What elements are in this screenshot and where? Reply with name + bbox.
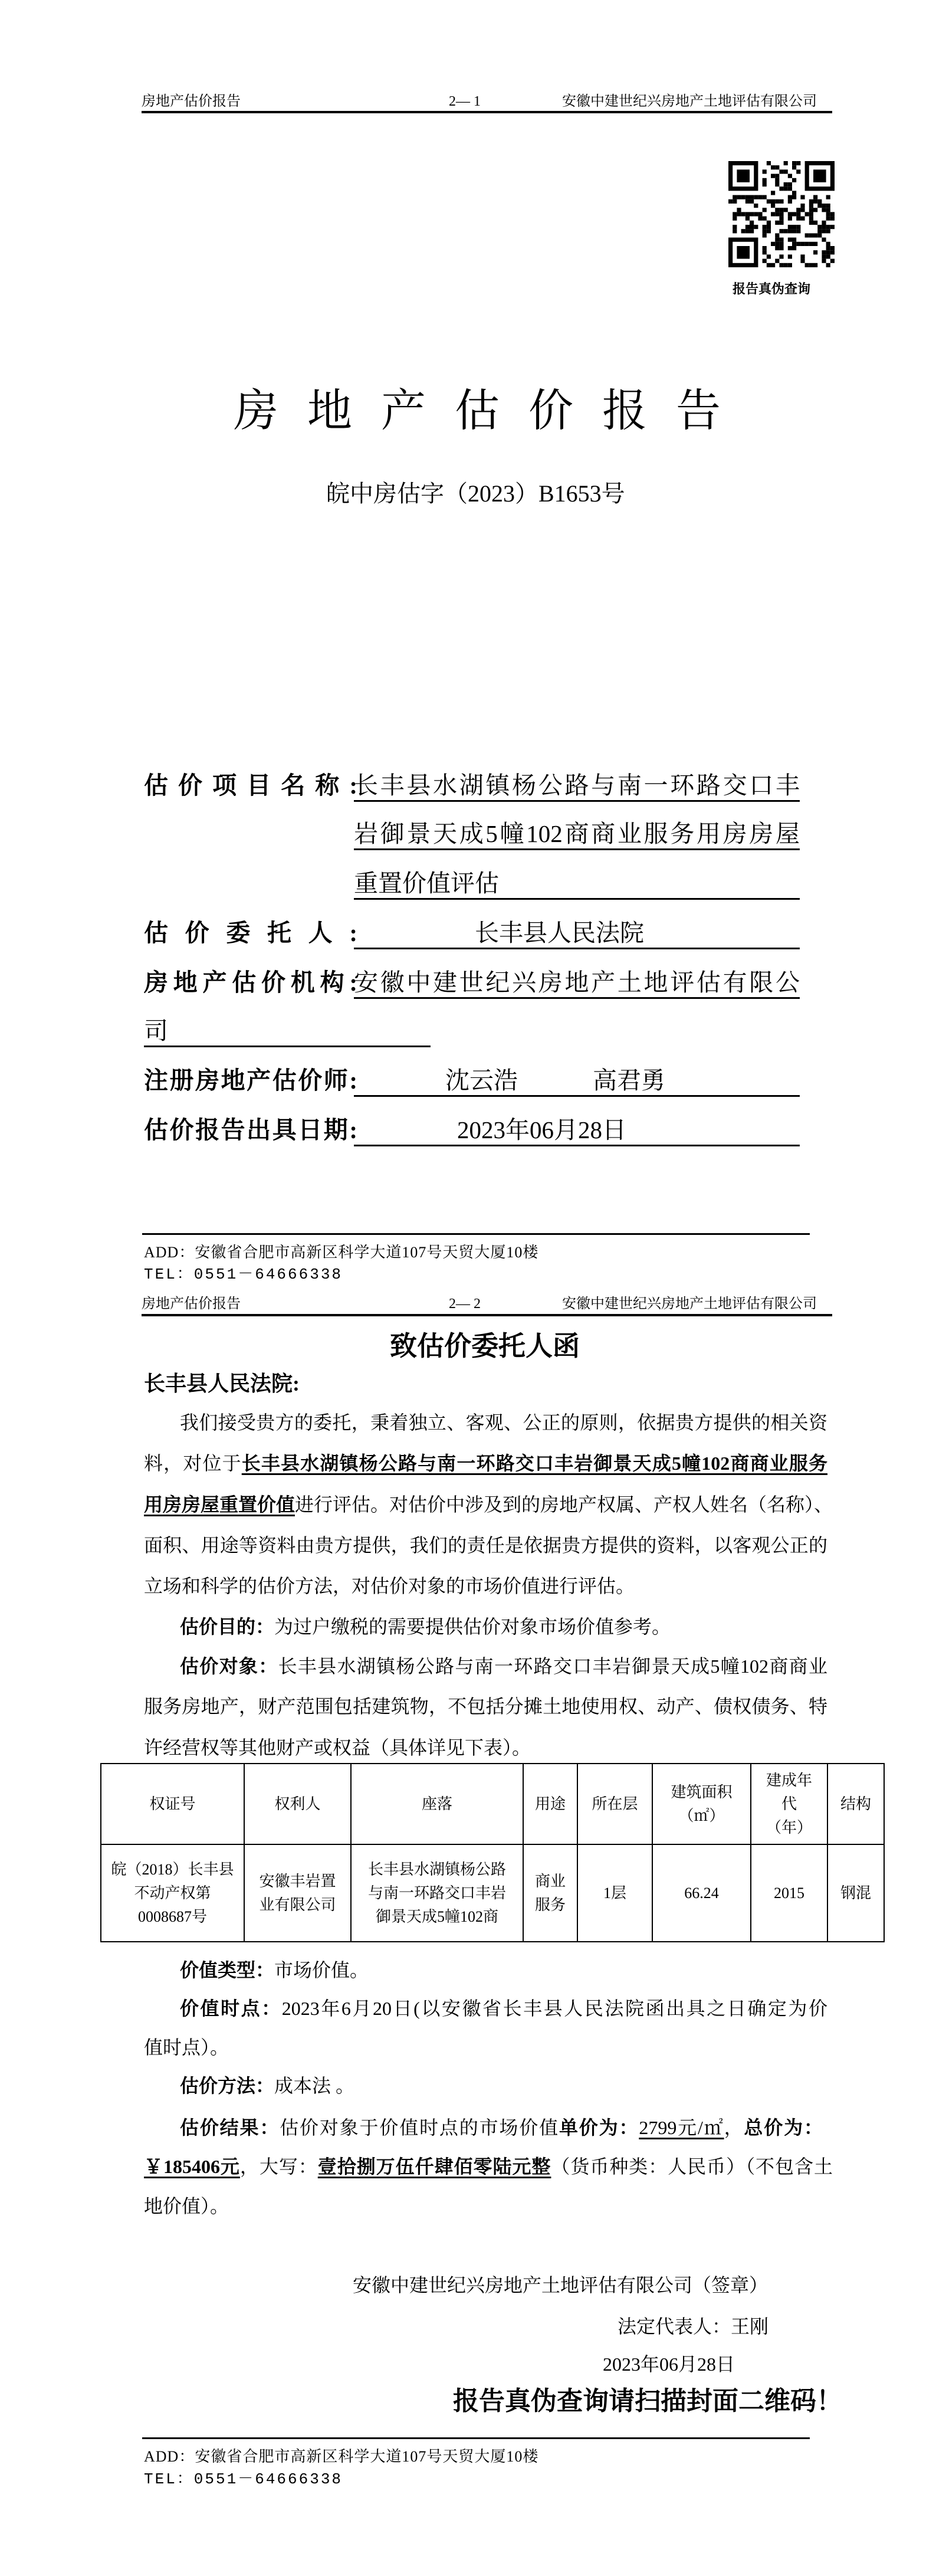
header-rule [142, 1314, 832, 1316]
header-text: （年） [766, 1818, 812, 1836]
agency-line-2: 司 [144, 1017, 431, 1047]
header-text: 结构 [840, 1795, 871, 1813]
purpose-text: 为过户缴税的需要提供估价对象市场价值参考。 [274, 1616, 671, 1637]
footer-phone: TEL：0551－64666338 [144, 1266, 343, 1283]
header-text: 建筑面积 [671, 1783, 733, 1801]
appraisal-object-highlight: 长丰县水湖镇杨公路与南一环路交口丰岩御景天成5幢102商商业服务 [241, 1453, 827, 1474]
report-title: 房地产估价报告 [234, 386, 750, 436]
result-text: 单价为： [559, 2117, 639, 2138]
value-date-line-2: 值时点）。 [144, 2037, 229, 2058]
signature-date: 2023年06月28日 [603, 2354, 735, 2375]
footer-phone: TEL：0551－64666338 [144, 2470, 343, 2488]
object-line-1 [180, 1655, 827, 1677]
method-text: 成本法 。 [274, 2075, 355, 2096]
purpose-label: 估价目的： [180, 1616, 275, 1637]
header-right: 安徽中建世纪兴房地产土地评估有限公司 [562, 1296, 817, 1312]
cell-owner [244, 1844, 351, 1942]
appraiser-2: 高君勇 [593, 1067, 665, 1094]
result-label: 估价结果： [180, 2117, 280, 2138]
value-type-line [180, 1959, 863, 1981]
cell-text: 2015 [774, 1884, 804, 1902]
cell-location [351, 1844, 523, 1942]
header-text: 建成年 [766, 1771, 812, 1789]
total-price: ￥185406元 [144, 2156, 240, 2177]
signature-company: 安徽中建世纪兴房地产土地评估有限公司（签章） [353, 2275, 768, 2296]
cell-area [652, 1844, 751, 1942]
header-page-number: 2— 2 [449, 1296, 481, 1312]
cell-text: 皖（2018）长丰县 [111, 1860, 234, 1878]
intro-line-2 [144, 1452, 827, 1474]
result-text: ， [724, 2117, 744, 2138]
footer-address: ADD：安徽省合肥市高新区科学大道107号天贸大厦10楼 [144, 1244, 539, 1261]
header-right: 安徽中建世纪兴房地产土地评估有限公司 [562, 94, 817, 109]
table-row [101, 1844, 884, 1942]
appraisers-value-box [354, 1067, 800, 1097]
th-year [751, 1764, 827, 1844]
cell-usage [523, 1844, 577, 1942]
result-line-3: 地价值）。 [144, 2195, 229, 2217]
cell-text: 66.24 [684, 1884, 719, 1902]
report-date-box [354, 1116, 800, 1146]
total-price-words: 壹拾捌万伍仟肆佰零陆元整 [317, 2156, 551, 2177]
cell-structure [827, 1844, 884, 1942]
agency-line-1: 安徽中建世纪兴房地产土地评估有限公 [354, 969, 800, 999]
intro-text: 进行评估。对估价中涉及到的房地产权属、产权人姓名（名称）、 [295, 1494, 833, 1515]
cell-text: 钢混 [840, 1884, 871, 1902]
purpose-line [180, 1615, 863, 1638]
result-text: 估价对象于价值时点的市场价值 [280, 2117, 559, 2138]
intro-line-4: 面积、用途等资料由贵方提供，我们的责任是依据贵方提供的资料，以客观公正的 [144, 1535, 827, 1556]
header-text: 用途 [534, 1795, 566, 1813]
qr-caption: 报告真伪查询 [733, 281, 811, 296]
th-area [652, 1764, 751, 1844]
client-value-box [354, 919, 800, 949]
letter-title: 致估价委托人函 [390, 1331, 580, 1361]
object-line-2: 服务房地产，财产范围包括建筑物，不包括分摊土地使用权、动产、债权债务、特 [144, 1696, 827, 1717]
value-date-line-1 [180, 1997, 827, 2020]
method-label: 估价方法： [180, 2075, 275, 2096]
intro-line-5: 立场和科学的估价方法，对估价对象的市场价值进行评估。 [144, 1575, 635, 1597]
report-date-label: 估价报告出具日期: [144, 1116, 357, 1143]
object-line-3: 许经营权等其他财产或权益（具体详见下表）。 [144, 1737, 531, 1758]
client-label: 估价委托人: [144, 919, 357, 946]
qr-code-icon[interactable] [728, 161, 835, 267]
method-line [180, 2074, 863, 2097]
result-line-2 [144, 2155, 833, 2178]
cell-text: 御景天成5幢102商 [375, 1908, 498, 1925]
cell-text: 长丰县水湖镇杨公路 [367, 1860, 506, 1878]
th-owner [244, 1764, 351, 1844]
object-text: 长丰县水湖镇杨公路与南一环路交口丰岩御景天成5幢102商商业 [278, 1656, 827, 1677]
value-date-label: 价值时点： [180, 1998, 282, 2019]
header-text: 所在层 [592, 1795, 638, 1813]
value-date-text: 2023年6月20日(以安徽省长丰县人民法院函出具之日确定为价 [281, 1998, 827, 2019]
appraiser-1: 沈云浩 [445, 1067, 518, 1094]
property-table [100, 1763, 885, 1942]
cell-text: 与南一环路交口丰岩 [367, 1884, 506, 1902]
cell-text: 0008687号 [137, 1908, 207, 1925]
result-text: 总价为： [744, 2117, 823, 2138]
header-text: （㎡） [678, 1807, 725, 1824]
result-text: ，大写： [239, 2156, 318, 2177]
header-text: 代 [781, 1795, 797, 1813]
cell-text: 1层 [603, 1884, 626, 1902]
project-name-label: 估价项目名称: [144, 772, 357, 799]
client-value: 长丰县人民法院 [475, 919, 644, 946]
th-location [351, 1764, 523, 1844]
header-left: 房地产估价报告 [142, 94, 241, 109]
project-name-line-3: 重置价值评估 [354, 870, 800, 900]
header-text: 权利人 [274, 1795, 321, 1813]
header-rule [142, 111, 832, 113]
appraisers-label: 注册房地产估价师: [144, 1067, 357, 1094]
result-text: （货币种类：人民币）（不包含土 [551, 2156, 833, 2177]
header-left: 房地产估价报告 [142, 1296, 241, 1312]
object-label: 估价对象： [180, 1656, 278, 1677]
letter-greeting: 长丰县人民法院: [144, 1372, 300, 1395]
header-page-number: 2— 1 [449, 94, 481, 109]
th-floor [577, 1764, 652, 1844]
value-type-text: 市场价值。 [274, 1959, 369, 1981]
value-type-label: 价值类型： [180, 1959, 275, 1981]
footer-address: ADD：安徽省合肥市高新区科学大道107号天贸大厦10楼 [144, 2448, 539, 2465]
cell-text: 服务 [534, 1896, 566, 1913]
cell-text: 安徽丰岩置 [259, 1872, 336, 1890]
th-cert [101, 1764, 244, 1844]
project-name-line-2: 岩御景天成5幢102商商业服务用房房屋 [354, 820, 800, 850]
cell-text: 商业 [534, 1872, 566, 1890]
report-number: 皖中房估字（2023）B1653号 [326, 480, 625, 507]
header-text: 座落 [421, 1795, 452, 1813]
agency-label: 房地产估价机构: [144, 969, 357, 996]
header-text: 权证号 [149, 1795, 196, 1813]
result-line-1 [180, 2116, 823, 2139]
table-header-row [101, 1764, 884, 1844]
cell-year [751, 1844, 827, 1942]
intro-line-3 [144, 1493, 833, 1516]
intro-text: 料，对位于 [144, 1453, 242, 1474]
unit-price: 2799元/㎡ [639, 2117, 724, 2138]
report-date-value: 2023年06月28日 [457, 1116, 626, 1143]
th-usage [523, 1764, 577, 1844]
footer-rule [142, 1233, 810, 1235]
cell-text: 不动产权第 [134, 1884, 211, 1902]
cell-cert [101, 1844, 244, 1942]
project-name-line-1: 长丰县水湖镇杨公路与南一环路交口丰 [354, 772, 800, 802]
legal-representative: 法定代表人：王刚 [618, 2316, 769, 2337]
intro-line-1: 我们接受贵方的委托，秉着独立、客观、公正的原则，依据贵方提供的相关资 [180, 1412, 827, 1433]
footer-rule [142, 2437, 810, 2439]
cell-text: 业有限公司 [259, 1896, 336, 1913]
th-structure [827, 1764, 884, 1844]
verification-note: 报告真伪查询请扫描封面二维码！ [453, 2387, 842, 2416]
cell-floor [577, 1844, 652, 1942]
appraisal-object-highlight: 用房房屋重置价值 [144, 1494, 295, 1515]
